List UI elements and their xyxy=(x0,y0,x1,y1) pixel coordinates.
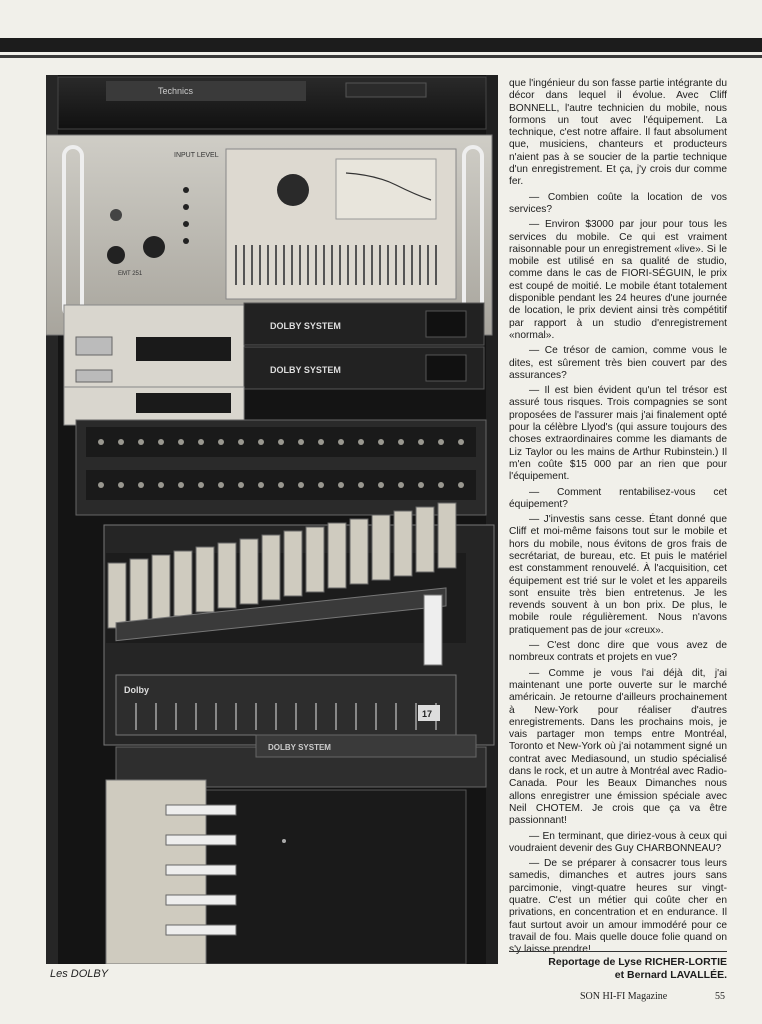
top-thin-rule xyxy=(0,55,762,58)
article-paragraph: — De se préparer à consacrer tous leurs samedis, dimanches et autres jours sans parcimonie, vingt-quatre heures sur vingt-quatre. C'est un métier qui coûte cher en privations, en concentration et en endurance. Il faut surtout avoir un amour immodéré pour ce travail de fou. Mais quelle douce folie quand on s'y laisse prendre! xyxy=(509,858,727,956)
article-paragraph: — Il est bien évident qu'un tel trésor est assuré tous risques. Trois compagnies se sont proposées de l'assurer mais j'ai finalement opté pour la célèbre Llyod's (qui assure toujours des choses extraordinaires comme les diamants de Liz Taylor ou les mains de Arthur Rubinstein.) Il m'en coûte $15 000 par an rien que pour l'équipement. xyxy=(509,385,727,483)
patch-bays xyxy=(76,420,486,515)
technics-label: Technics xyxy=(158,86,194,96)
technics-unit xyxy=(58,77,486,129)
input-level-label: INPUT LEVEL xyxy=(174,152,219,159)
emt-label: EMT 251 xyxy=(118,271,143,277)
footer-magazine-name: SON HI-FI Magazine xyxy=(580,991,668,1002)
credits-line-1: Reportage de Lyse RICHER-LORTIE xyxy=(548,956,727,968)
dolby-system-label-2: DOLBY SYSTEM xyxy=(270,365,341,375)
article-paragraph: — Comme je vous l'ai déjà dit, j'ai maintenant une porte ouverte sur le marché américain. Je retourne d'ailleurs prochainement à New-York pour réaliser d'autres enregistrements. Dans les prochains mois, je vais partager mon temps entre Montréal, Toronto et New-York où j'ai notamment signé un contrat avec Mediasound, un studio spécialisé dans le rock, et un autre à Montréal avec Radio-Canada. Pour les Beaux Dimanches nous allons enregistrer une émission spéciale avec Neil CHOTEM. Je crois que ça va être passionnant! xyxy=(509,667,727,827)
top-black-band xyxy=(0,38,762,52)
dolby-system-label-1: DOLBY SYSTEM xyxy=(270,321,341,331)
article-credits xyxy=(509,951,727,981)
equipment-rack-photo xyxy=(46,75,498,964)
dolby-brand-label: Dolby xyxy=(124,685,150,695)
module-number-label: 17 xyxy=(422,709,433,719)
credits-line-2: et Bernard LAVALLÉE. xyxy=(614,968,727,981)
article-paragraph: — Combien coûte la location de vos services? xyxy=(509,191,727,215)
article-paragraph: — Environ $3000 par jour pour tous les services du mobile. Ce qui est vraiment raisonnable pour un enregistrement «live». Si le mobile est utilisé en sa qualité de studio, comme dans le cas de FIORI-SÉGUIN, le prix est coupé de moitié. Le mobile étant totalement disponible pendant les 24 heures d'une journée de location, le prix devient ainsi très compétitif par rapport à un studio d'enregistrement «normal». xyxy=(509,219,727,341)
photo-caption: Les DOLBY xyxy=(50,968,109,980)
article-paragraph: que l'ingénieur du son fasse partie intégrante du décor dans lequel il évolue. Avec Cliff BONNELL, l'autre technicien du mobile, nous formons un tout avec l'équipement. La technique, c'est notre affaire. Il faut absolument que, musiciens, chanteurs et producteurs n'aient pas à se soucier de la partie technique d'un enregistrement. Et ça, j'y crois dur comme fer. xyxy=(509,78,727,188)
footer-page-number: 55 xyxy=(715,991,725,1002)
article-paragraph: — Ce trésor de camion, comme vous le dites, est sûrement très bien couvert par des assurances? xyxy=(509,345,727,381)
article-column xyxy=(509,78,727,959)
dolby-system-label-3: DOLBY SYSTEM xyxy=(268,743,331,752)
article-paragraph: — En terminant, que diriez-vous à ceux qui voudraient devenir des Guy CHARBONNEAU? xyxy=(509,830,727,854)
article-paragraph: — Comment rentabilisez-vous cet équipement? xyxy=(509,486,727,510)
article-paragraph: — J'investis sans cesse. Étant donné que Cliff et moi-même faisons tout sur le mobile et hors du mobile, nous évitons de gros frais de secrétariat, de bureau, etc. Et puis le matériel est constamment renouvelé. À l'acquisition, cet équipement est trié sur le volet et les appareils sont ensuite très bien entretenus. Je les revends souvent à un bon prix. De plus, le mobile roule régulièrement. Nous n'avons pratiquement pas de jour «creux». xyxy=(509,514,727,636)
article-paragraph: — C'est donc dire que vous avez de nombreux contrats et projets en vue? xyxy=(509,640,727,664)
